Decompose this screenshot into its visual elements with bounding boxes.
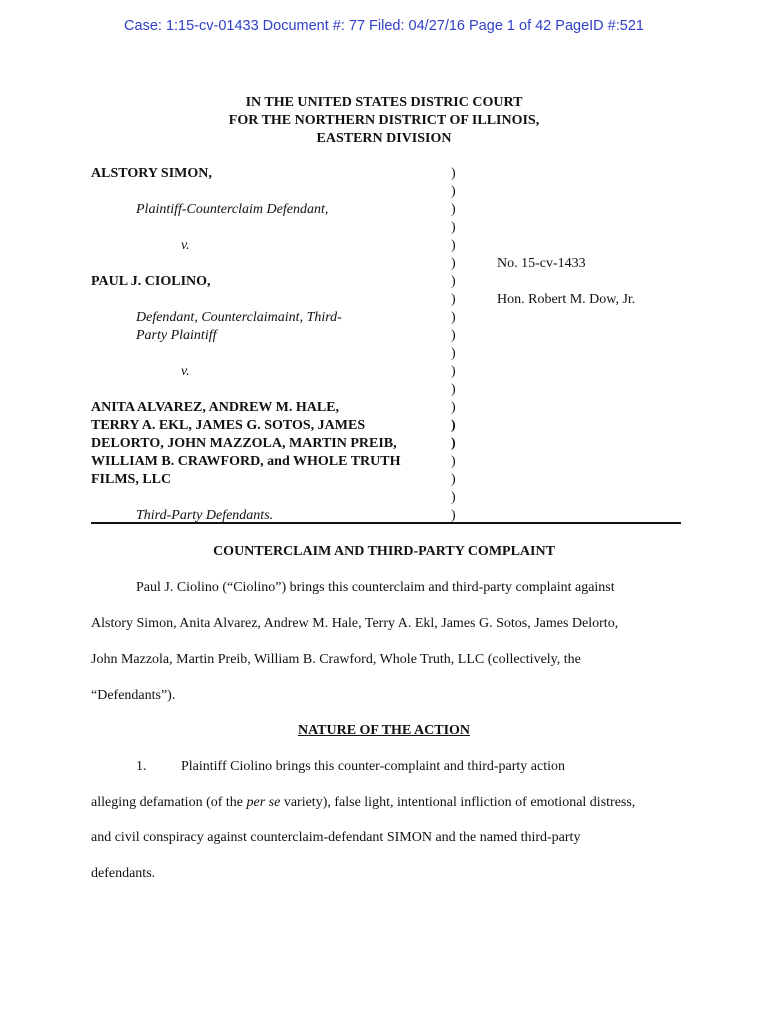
- third-party-line-2: TERRY A. EKL, JAMES G. SOTOS, JAMES: [91, 418, 366, 433]
- intro-line-1: Paul J. Ciolino (“Ciolino”) brings this counterclaim and third-party complaint against: [136, 580, 615, 595]
- plaintiff-role: Plaintiff-Counterclaim Defendant,: [136, 202, 329, 217]
- paren: ): [451, 310, 456, 325]
- paragraph-number: 1.: [136, 759, 147, 774]
- paren: ): [451, 220, 456, 235]
- case-caption: [91, 165, 681, 523]
- para1-line-3: and civil conspiracy against counterclaim-defendant SIMON and the named third-party: [91, 830, 581, 845]
- document-title: COUNTERCLAIM AND THIRD-PARTY COMPLAINT: [213, 544, 555, 559]
- paren: ): [451, 346, 456, 361]
- paren: ): [451, 490, 456, 505]
- intro-line-2: Alstory Simon, Anita Alvarez, Andrew M. Hale, Terry A. Ekl, James G. Sotos, James Delorto,: [91, 616, 619, 631]
- third-party-line-4: WILLIAM B. CRAWFORD, and WHOLE TRUTH: [91, 454, 401, 469]
- per-se-italic: per se: [246, 795, 281, 810]
- court-line-3: EASTERN DIVISION: [316, 131, 452, 146]
- judge-name: Hon. Robert M. Dow, Jr.: [497, 292, 636, 307]
- defendant-role-line-1: Defendant, Counterclaimaint, Third-: [136, 310, 342, 325]
- paren: ): [451, 382, 456, 397]
- paren: ): [451, 166, 456, 181]
- paren: ): [451, 364, 456, 379]
- paren: ): [451, 454, 456, 469]
- para1-line-4: defendants.: [91, 866, 156, 881]
- paren: ): [451, 238, 456, 253]
- third-party-line-1: ANITA ALVAREZ, ANDREW M. HALE,: [91, 400, 340, 415]
- defendant-name: PAUL J. CIOLINO,: [91, 274, 211, 289]
- versus-2: v.: [181, 364, 190, 379]
- paren: ): [451, 184, 456, 199]
- paren: ): [451, 436, 456, 451]
- court-line-1: IN THE UNITED STATES DISTRIC COURT: [245, 95, 523, 110]
- paren: ): [451, 274, 456, 289]
- paren: ): [451, 256, 456, 271]
- case-number: No. 15-cv-1433: [497, 256, 586, 271]
- third-party-role: Third-Party Defendants.: [136, 508, 274, 523]
- paren: ): [451, 292, 456, 307]
- para1-line-2c: variety), false light, intentional infliction of emotional distress,: [280, 795, 636, 810]
- paren: ): [451, 328, 456, 343]
- third-party-line-5: FILMS, LLC: [91, 472, 172, 487]
- para1-line-2a: alleging defamation (of the: [91, 795, 247, 810]
- para1-line-2: [91, 795, 635, 811]
- caption-paren-column: [451, 165, 463, 525]
- intro-line-3: John Mazzola, Martin Preib, William B. Crawford, Whole Truth, LLC (collectively, the: [91, 652, 581, 667]
- plaintiff-name: ALSTORY SIMON,: [91, 166, 212, 181]
- paren: ): [451, 508, 456, 523]
- paren: ): [451, 202, 456, 217]
- paren: ): [451, 418, 456, 433]
- versus-1: v.: [181, 238, 190, 253]
- third-party-line-3: DELORTO, JOHN MAZZOLA, MARTIN PREIB,: [91, 436, 397, 451]
- para1-line-1: Plaintiff Ciolino brings this counter-complaint and third-party action: [181, 759, 566, 774]
- defendant-role-line-2: Party Plaintiff: [136, 328, 217, 343]
- section-heading: NATURE OF THE ACTION: [297, 723, 471, 738]
- caption-divider: [91, 522, 681, 524]
- case-header-stamp: Case: 1:15-cv-01433 Document #: 77 Filed: 04/27/16 Page 1 of 42 PageID #:521: [124, 18, 644, 34]
- paren: ): [451, 472, 456, 487]
- intro-line-4: “Defendants”).: [91, 688, 176, 703]
- court-heading: [0, 94, 768, 148]
- paren: ): [451, 400, 456, 415]
- court-line-2: FOR THE NORTHERN DISTRICT OF ILLINOIS,: [228, 113, 540, 128]
